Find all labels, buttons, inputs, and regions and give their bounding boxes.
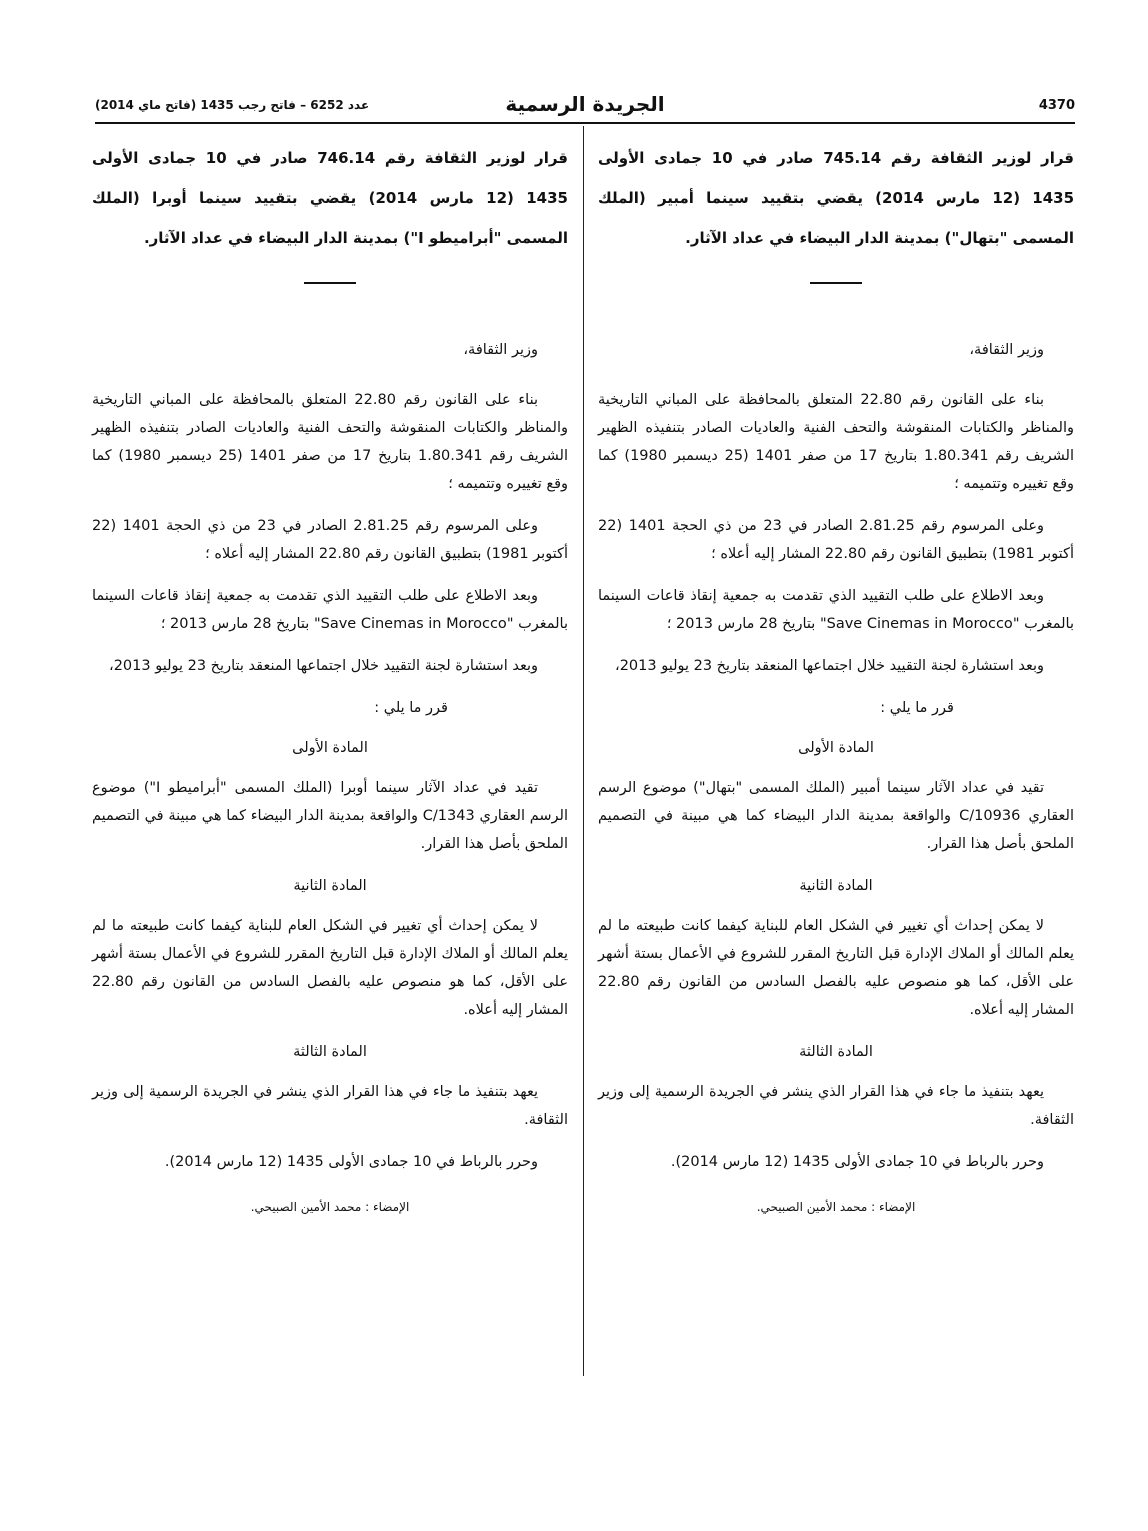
- gazette-title: الجريدة الرسمية: [505, 92, 665, 116]
- done-at-line: وحرر بالرباط في 10 جمادى الأولى 1435 (12 مارس 2014).: [164, 1154, 538, 1170]
- recital-paragraph: بناء على القانون رقم 22.80 المتعلق بالمحافظة على المباني التاريخية والمناظر والكتابات المنقوشة والتحف الفنية والعاديات الصادر بتنفيذه الظهير الشريف رقم 1.80.341 بتاريخ 17 من صفر 1401 (25 ديسمبر 1980) كما وقع تغييره وتتميمه ؛: [598, 392, 1075, 492]
- article-heading: المادة الأولى: [798, 740, 874, 756]
- signature-line: الإمضاء : محمد الأمين الصبيحي.: [756, 1200, 916, 1214]
- minister-line: وزير الثقافة،: [463, 342, 538, 358]
- done-at-line: وحرر بالرباط في 10 جمادى الأولى 1435 (12 مارس 2014).: [670, 1154, 1044, 1170]
- signature-line: الإمضاء : محمد الأمين الصبيحي.: [250, 1200, 410, 1214]
- title-divider: [304, 282, 356, 284]
- decree-column-right: [598, 138, 1074, 1230]
- recital-paragraph: وعلى المرسوم رقم 2.81.25 الصادر في 23 من ذي الحجة 1401 (22 أكتوبر 1981) بتطبيق القانون رقم 22.80 المشار إليه أعلاه ؛: [92, 518, 568, 562]
- decree-title: قرار لوزير الثقافة رقم 746.14 صادر في 10 جمادى الأولى 1435 (12 مارس 2014) يقضي بتقييد سينما أوبرا (الملك المسمى "أبراميطو I") بمدينة الدار البيضاء في عداد الآثار.: [92, 149, 568, 247]
- article-heading: المادة الثالثة: [293, 1044, 367, 1060]
- article-text: تقيد في عداد الآثار سينما أمبير (الملك المسمى "بتهال") موضوع الرسم العقاري C/10936 والواقعة بمدينة الدار البيضاء كما هي مبينة في التصميم الملحق بأصل هذا القرار.: [598, 780, 1074, 852]
- recital-paragraph: بناء على القانون رقم 22.80 المتعلق بالمحافظة على المباني التاريخية والمناظر والكتابات المنقوشة والتحف الفنية والعاديات الصادر بتنفيذه الظهير الشريف رقم 1.80.341 بتاريخ 17 من صفر 1401 (25 ديسمبر 1980) كما وقع تغييره وتتميمه ؛: [92, 392, 569, 492]
- article-text: تقيد في عداد الآثار سينما أوبرا (الملك المسمى "أبراميطو I") موضوع الرسم العقاري C/1343 والواقعة بمدينة الدار البيضاء كما هي مبينة في التصميم الملحق بأصل هذا القرار.: [92, 780, 569, 852]
- article-heading: المادة الثانية: [799, 878, 873, 894]
- page-number: 4370: [1038, 98, 1075, 113]
- recital-paragraph: وبعد استشارة لجنة التقييد خلال اجتماعها المنعقد بتاريخ 23 يوليو 2013،: [615, 658, 1044, 674]
- decides-line: قرر ما يلي :: [374, 700, 448, 716]
- article-heading: المادة الثانية: [293, 878, 367, 894]
- article-text: لا يمكن إحداث أي تغيير في الشكل العام للبناية كيفما كانت طبيعته ما لم يعلم المالك أو الملاك الإدارة قبل التاريخ المقرر للشروع في الأعمال بستة أشهر على الأقل، كما هو منصوص عليه بالفصل السادس من القانون رقم 22.80 المشار إليه أعلاه.: [92, 918, 568, 1018]
- minister-line: وزير الثقافة،: [969, 342, 1044, 358]
- recital-paragraph: وبعد الاطلاع على طلب التقييد الذي تقدمت به جمعية إنقاذ قاعات السينما بالمغرب "Save Cinemas in Morocco" بتاريخ 28 مارس 2013 ؛: [598, 588, 1074, 632]
- decides-line: قرر ما يلي :: [880, 700, 954, 716]
- article-text: يعهد بتنفيذ ما جاء في هذا القرار الذي ينشر في الجريدة الرسمية إلى وزير الثقافة.: [92, 1084, 568, 1128]
- article-heading: المادة الأولى: [292, 740, 368, 756]
- article-text: لا يمكن إحداث أي تغيير في الشكل العام للبناية كيفما كانت طبيعته ما لم يعلم المالك أو الملاك الإدارة قبل التاريخ المقرر للشروع في الأعمال بستة أشهر على الأقل، كما هو منصوص عليه بالفصل السادس من القانون رقم 22.80 المشار إليه أعلاه.: [598, 918, 1074, 1018]
- article-text: يعهد بتنفيذ ما جاء في هذا القرار الذي ينشر في الجريدة الرسمية إلى وزير الثقافة.: [598, 1084, 1074, 1128]
- recital-paragraph: وبعد استشارة لجنة التقييد خلال اجتماعها المنعقد بتاريخ 23 يوليو 2013،: [109, 658, 538, 674]
- recital-paragraph: وعلى المرسوم رقم 2.81.25 الصادر في 23 من ذي الحجة 1401 (22 أكتوبر 1981) بتطبيق القانون رقم 22.80 المشار إليه أعلاه ؛: [598, 518, 1074, 562]
- title-divider: [810, 282, 862, 284]
- column-divider: [583, 126, 584, 1376]
- decree-column-left: [92, 138, 568, 1230]
- issue-info: عدد 6252 – فاتح رجب 1435 (فاتح ماي 2014): [95, 98, 370, 112]
- running-header: [95, 92, 1075, 124]
- article-heading: المادة الثالثة: [799, 1044, 873, 1060]
- recital-paragraph: وبعد الاطلاع على طلب التقييد الذي تقدمت به جمعية إنقاذ قاعات السينما بالمغرب "Save Cinemas in Morocco" بتاريخ 28 مارس 2013 ؛: [92, 588, 568, 632]
- decree-title: قرار لوزير الثقافة رقم 745.14 صادر في 10 جمادى الأولى 1435 (12 مارس 2014) يقضي بتقييد سينما أمبير (الملك المسمى "بتهال") بمدينة الدار البيضاء في عداد الآثار.: [598, 149, 1075, 247]
